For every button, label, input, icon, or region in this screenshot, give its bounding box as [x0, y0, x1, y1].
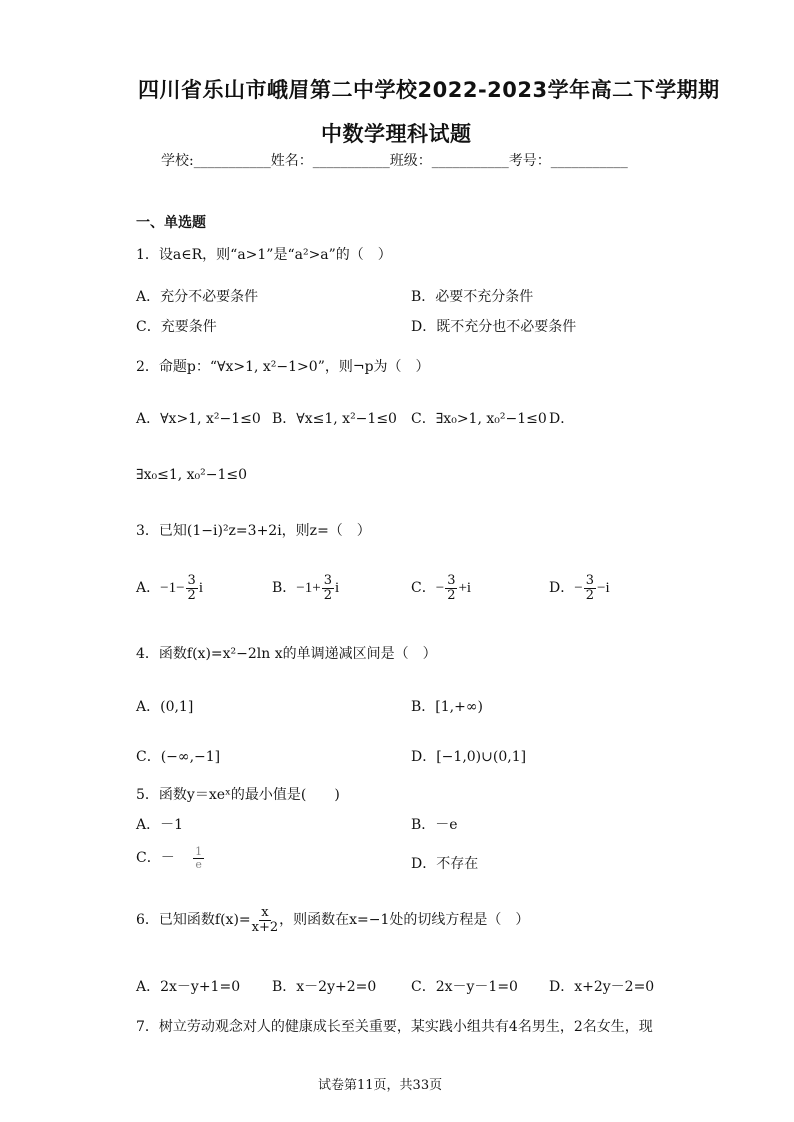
- q6-stem-pre: 6．已知函数f(x)=: [136, 912, 251, 929]
- q3-option-a-pre: −1−: [160, 580, 185, 597]
- q1-option-d: D．既不充分也不必要条件: [411, 319, 577, 335]
- question-6-stem: [136, 906, 529, 934]
- q3-option-c-num: 3: [447, 573, 456, 588]
- q5-option-c-num: 1: [195, 845, 203, 858]
- exam-title-line2: 中数学理科试题: [321, 122, 472, 146]
- q2-option-d: D．: [549, 411, 575, 427]
- q3-option-c-post: +i: [458, 580, 472, 597]
- exam-title-line1: 四川省乐山市峨眉第二中学校2022-2023学年高二下学期期: [138, 78, 720, 102]
- q6-option-d: D．x+2y－2=0: [549, 979, 655, 995]
- q3-option-b-post: i: [335, 580, 340, 597]
- q4-option-a: A．(0,1]: [136, 699, 194, 715]
- q1-option-a: A．充分不必要条件: [136, 289, 259, 305]
- q4-option-d: D．[−1,0)∪(0,1]: [411, 749, 527, 765]
- student-info-line: 学校:___________姓名：___________班级：___________考号：___________: [161, 153, 628, 169]
- q3-option-d-den: 2: [585, 587, 594, 603]
- q3-option-a-num: 3: [187, 573, 196, 588]
- q6-stem-post: ，则函数在x=−1处的切线方程是（ ）: [279, 912, 530, 929]
- question-2-stem: 2．命题p：“∀x>1, x²−1>0”，则¬p为（ ）: [136, 359, 430, 375]
- q3-option-c-pre: −: [435, 580, 445, 597]
- section-title: 一、单选题: [136, 215, 206, 231]
- q6-frac-num: x: [261, 905, 269, 920]
- q2-option-d-content: ∃x₀≤1, x₀²−1≤0: [136, 467, 248, 483]
- q3-option-b-label: B．: [272, 580, 297, 597]
- q5-option-a: A．－1: [136, 817, 184, 833]
- q5-option-b: B．－e: [411, 817, 458, 833]
- q5-option-c-fraction: [193, 846, 204, 870]
- q3-option-a-post: i: [198, 580, 203, 597]
- question-3-stem: 3．已知(1−i)²z=3+2i，则z=（ ）: [136, 523, 371, 539]
- q3-option-c: [411, 574, 471, 602]
- q5-option-d: D．不存在: [411, 856, 479, 872]
- q3-option-a-fraction: [186, 574, 198, 602]
- q2-option-a: A．∀x>1, x²−1≤0: [136, 411, 261, 427]
- q6-option-b: B．x－2y+2=0: [272, 979, 377, 995]
- q5-option-c: [136, 846, 205, 870]
- q4-option-b: B．[1,+∞): [411, 699, 483, 715]
- page-footer: 试卷第11页，共33页: [318, 1078, 443, 1093]
- q3-option-c-den: 2: [447, 587, 456, 603]
- q4-option-c: C．(−∞,−1]: [136, 749, 221, 765]
- q6-frac-den: x+2: [251, 919, 279, 935]
- q3-option-a: [136, 574, 203, 602]
- q3-option-d-label: D．: [549, 580, 575, 597]
- question-1-stem: 1．设a∈R，则“a>1”是“a²>a”的（ ）: [136, 247, 392, 263]
- q6-option-a: A．2x－y+1=0: [136, 979, 241, 995]
- q1-option-c: C．充要条件: [136, 319, 217, 335]
- q3-option-d: [549, 574, 610, 602]
- q5-option-c-den: e: [195, 857, 202, 871]
- q3-option-d-post: −i: [596, 580, 610, 597]
- q3-option-c-label: C．: [411, 580, 436, 597]
- q3-option-b-pre: −1+: [296, 580, 321, 597]
- q3-option-b-fraction: [322, 574, 334, 602]
- q1-option-b: B．必要不充分条件: [411, 289, 534, 305]
- q3-option-a-den: 2: [187, 587, 196, 603]
- q6-option-c: C．2x－y－1=0: [411, 979, 518, 995]
- question-5-stem: 5．函数y＝xeˣ的最小值是( ): [136, 787, 340, 803]
- q2-option-b: B．∀x≤1, x²−1≤0: [272, 411, 397, 427]
- q3-option-b-num: 3: [323, 573, 332, 588]
- q5-option-c-label: C．－: [136, 850, 175, 867]
- q3-option-c-fraction: [445, 574, 457, 602]
- question-7-stem: 7．树立劳动观念对人的健康成长至关重要，某实践小组共有4名男生，2名女生，现: [136, 1019, 653, 1035]
- q2-option-c: C．∃x₀>1, x₀²−1≤0: [411, 411, 547, 427]
- q3-option-d-num: 3: [585, 573, 594, 588]
- q3-option-d-fraction: [584, 574, 596, 602]
- q6-stem-fraction: [252, 906, 279, 934]
- q3-option-d-pre: −: [574, 580, 583, 597]
- question-4-stem: 4．函数f(x)=x²−2ln x的单调递减区间是（ ）: [136, 646, 437, 662]
- q3-option-a-label: A．: [136, 580, 161, 597]
- q3-option-b-den: 2: [323, 587, 332, 603]
- q3-option-b: [272, 574, 339, 602]
